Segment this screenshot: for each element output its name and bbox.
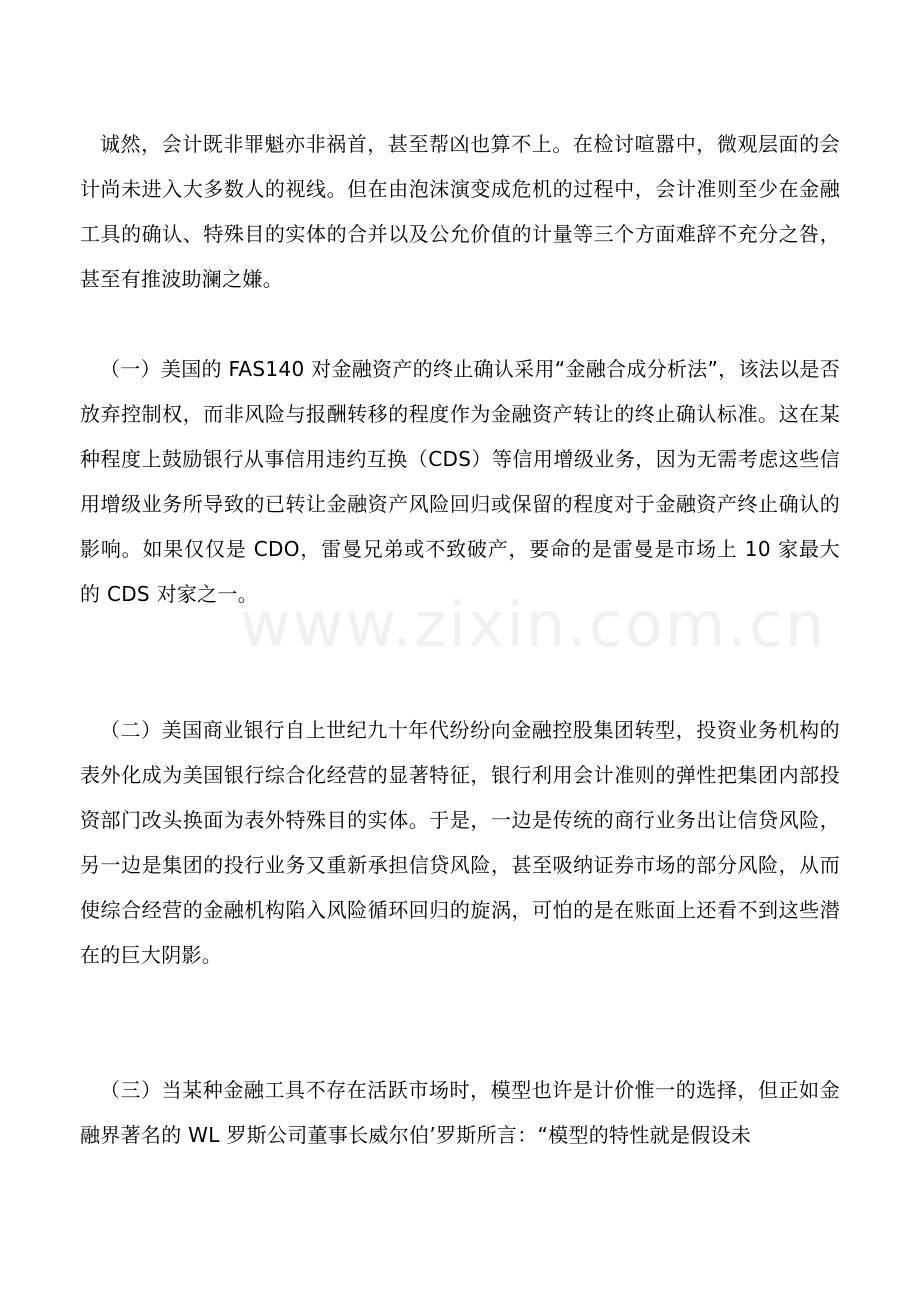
paragraph-intro: 诚然，会计既非罪魁亦非祸首，甚至帮凶也算不上。在检讨喧嚣中，微观层面的会计尚未进入大多数人的视线。但在由泡沫演变成危机的过程中，会计准则至少在金融工具的确认、特殊目的实体的合并以及公允价值的计量等三个方面难辞不充分之咎，甚至有推波助澜之嫌。 xyxy=(80,132,840,291)
document-body xyxy=(80,122,840,1178)
paragraph-section-two: （二）美国商业银行自上世纪九十年代纷纷向金融控股集团转型，投资业务机构的表外化成为美国银行综合化经营的显著特征，银行利用会计准则的弹性把集团内部投资部门改头换面为表外特殊目的实体。于是，一边是传统的商行业务出让信贷风险，另一边是集团的投行业务又重新承担信贷风险，甚至吸纳证券市场的部分风险，从而使综合经营的金融机构陷入风险循环回归的旋涡，可怕的是在账面上还看不到这些潜在的巨大阴影。 xyxy=(80,718,840,967)
paragraph-section-three: （三）当某种金融工具不存在活跃市场时，模型也许是计价惟一的选择，但正如金融界著名的 WL 罗斯公司董事长威尔伯’罗斯所言：“模型的特性就是假设未 xyxy=(80,1078,840,1147)
watermark: www.zixin.com.cn xyxy=(240,588,827,661)
paragraph-section-one: （一）美国的 FAS140 对金融资产的终止确认采用“金融合成分析法”，该法以是否放弃控制权，而非风险与报酬转移的程度作为金融资产转让的终止确认标准。这在某种程度上鼓励银行从事信用违约互换（CDS）等信用增级业务，因为无需考虑这些信用增级业务所导致的已转让金融资产风险回归或保留的程度对于金融资产终止确认的影响。如果仅仅是 CDO，雷曼兄弟或不致破产，要命的是雷曼是市场上 10 家最大的 CDS 对家之一。 xyxy=(80,357,840,606)
